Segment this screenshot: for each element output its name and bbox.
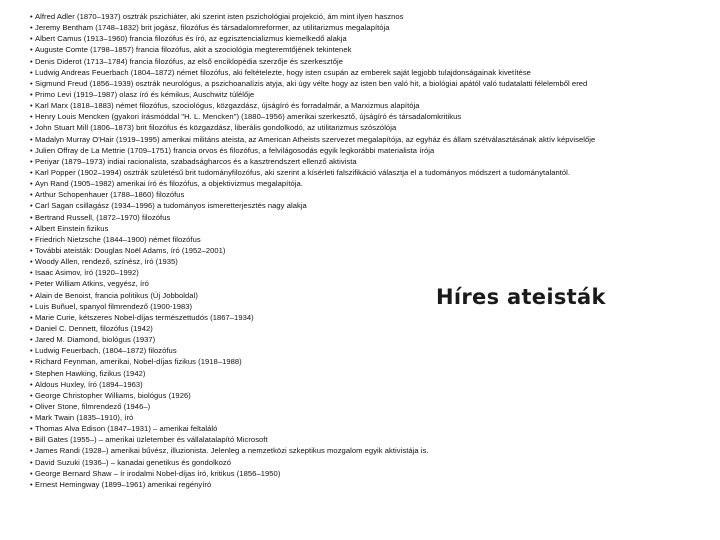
list-item-text: Ludwig Feuerbach, (1804–1872) filozófus [35,346,177,356]
list-item-text: Ludwig Andreas Feuerbach (1804–1872) német filozófus, aki feltételezte, hogy isten csupán az emberek saját legjobb tulajdonságainak kivetítése [35,67,531,77]
list-item-text: James Randi (1928–) amerikai bűvész, illuzionista. Jelenleg a nemzetközi szkeptikus mozgalom egyik aktivistája is. [35,446,429,456]
list-item-text: Bertrand Russell, (1872–1970) filozófus [35,212,171,222]
list-item [30,234,710,245]
list-item-text: Mark Twain (1835–1910), író [35,413,134,423]
list-item-text: Jeremy Bentham (1748–1832) brit jogász, filozófus és társadalomreformer, az utilitarizmus megalapítója [35,23,390,33]
bullet-icon: • [30,145,33,155]
bullet-icon: • [30,34,33,44]
list-item [30,178,710,189]
list-item [30,301,710,312]
list-item-text: George Christopher Williams, biológus (1926) [35,390,191,400]
list-item [30,122,710,133]
bullet-icon: • [30,134,33,144]
list-item [30,156,710,167]
bullet-icon: • [30,234,33,244]
list-item [30,278,710,289]
list-item-text: Daniel C. Dennett, filozófus (1942) [35,323,153,333]
list-item [30,368,710,379]
list-item [30,189,710,200]
list-item-text: Stephen Hawking, fizikus (1942) [35,368,146,378]
list-item-text: Karl Marx (1818–1883) német filozófus, szociológus, közgazdász, újságíró és forradalmár, a Marxizmus alapítója [35,101,420,111]
bullet-icon: • [30,223,33,233]
list-item-text: Sigmund Freud (1856–1939) osztrák neurológus, a pszichoanalízis atyja, aki úgy vélte hogy az isten ben való hit, a biológiai apától való tudatalatti félelemből ered [35,78,588,88]
bullet-icon: • [30,89,33,99]
list-item [30,356,710,367]
list-item-text: George Bernard Shaw – ír irodalmi Nobel-díjas író, kritikus (1856–1950) [35,468,281,478]
list-item-text: Albert Einstein fizikus [35,223,109,233]
bullet-icon: • [30,67,33,77]
list-item-text: Henry Louis Mencken (gyakori írásmóddal "H. L. Mencken") (1880–1956) amerikai szerkesztő, újságíró és társadalomkritikus [35,112,462,122]
bullet-icon: • [30,446,33,456]
list-item [30,223,710,234]
list-item-text: Thomas Alva Edison (1847–1931) – amerikai feltaláló [35,424,218,434]
bullet-icon: • [30,379,33,389]
list-item-text: Woody Allen, rendező, színész, író (1935) [35,257,178,267]
bullet-icon: • [30,424,33,434]
list-item [30,11,710,22]
list-item-text: John Stuart Mill (1806–1873) brit filozófus és közgazdász, liberális gondolkodó, az utilitarizmus szószólója [35,123,397,133]
list-item [30,401,710,412]
slide-title: Híres ateisták [436,285,606,309]
bullet-icon: • [30,268,33,278]
list-item-text: Isaac Asimov, író (1920–1992) [35,268,139,278]
list-item-text: Luis Buñuel, spanyol filmrendező (1900-1983) [35,301,193,311]
list-item-text: Primo Levi (1919–1987) olasz író és kémikus, Auschwitz túlélője [35,89,255,99]
bullet-icon: • [30,112,33,122]
list-item-text: Oliver Stone, filmrendező (1946–) [35,401,151,411]
bullet-icon: • [30,101,33,111]
bullet-icon: • [30,279,33,289]
list-item [30,345,710,356]
list-item-text: Denis Diderot (1713–1784) francia filozófus, az első enciklopédia szerzője és szerkesztője [35,56,343,66]
bullet-icon: • [30,257,33,267]
list-item-text: Madalyn Murray O'Hair (1919–1995) amerikai militáns ateista, az American Atheists szervezet megalapítója, az egyház és állam szétválasztásának aktív képviselője [35,134,596,144]
list-item [30,67,710,78]
list-item-text: Aldous Huxley, író (1894–1963) [35,379,143,389]
list-item-text: Ayn Rand (1905–1982) amerikai író és filozófus, a objektivizmus megalapítója. [35,179,303,189]
list-item [30,334,710,345]
list-item [30,390,710,401]
list-item-text: Auguste Comte (1798–1857) francia filozófus, akit a szociológia megteremtőjének tekintenek [35,45,352,55]
list-item [30,479,710,490]
list-item-text: Peter William Atkins, vegyész, író [35,279,149,289]
bullet-icon: • [30,401,33,411]
bullet-icon: • [30,368,33,378]
list-item [30,290,710,301]
list-item-text: Alain de Benoist, francia politikus (Új Jobboldal) [35,290,198,300]
bullet-icon: • [30,323,33,333]
list-item [30,256,710,267]
list-item [30,445,710,456]
list-item-text: Alfred Adler (1870–1937) osztrák pszichiáter, aki szerint isten pszichológiai projekció, ám mint ilyen hasznos [35,12,404,21]
bullet-icon: • [30,245,33,255]
list-item-text: Periyar (1879–1973) indiai racionalista, szabadságharcos és a kasztrendszert ellenző aktivista [35,156,357,166]
list-item [30,134,710,145]
list-item-text: Marie Curie, kétszeres Nobel-díjas természettudós (1867–1934) [35,312,254,322]
list-item-text: David Suzuki (1936–) – kanadai genetikus és gondolkozó [35,457,232,467]
list-item [30,100,710,111]
list-item [30,212,710,223]
bullet-icon: • [30,479,33,489]
list-item-text: Arthur Schopenhauer (1788–1860) filozófus [35,190,185,200]
list-item [30,468,710,479]
bullet-icon: • [30,357,33,367]
bullet-icon: • [30,201,33,211]
list-item [30,145,710,156]
bullet-icon: • [30,413,33,423]
bullet-icon: • [30,346,33,356]
list-item [30,412,710,423]
list-item [30,89,710,100]
list-item [30,423,710,434]
list-item [30,44,710,55]
bullet-icon: • [30,45,33,55]
bullet-icon: • [30,12,33,21]
list-item-text: Friedrich Nietzsche (1844–1900) német filozófus [35,234,201,244]
list-item [30,434,710,445]
list-item [30,78,710,89]
list-item-text: További ateisták: Douglas Noël Adams, író (1952–2001) [35,245,226,255]
bullet-icon: • [30,78,33,88]
list-item-text: Karl Popper (1902–1994) osztrák születésű brit tudományfilozófus, aki szerint a kísérleti falszifikáció választja el a tudományos módszert a tudománytalantól. [35,167,571,177]
list-item-text: Ernest Hemingway (1899–1961) amerikai regényíró [35,479,212,489]
list-item [30,312,710,323]
list-item [30,379,710,390]
bullet-icon: • [30,390,33,400]
list-item-text: Jared M. Diamond, biológus (1937) [35,335,156,345]
list-item [30,200,710,211]
bullet-icon: • [30,123,33,133]
bullet-icon: • [30,190,33,200]
bullet-icon: • [30,167,33,177]
list-item-text: Julien Offray de La Mettrie (1709–1751) francia orvos és filozófus, a felvilágosodás egyik legkorábbi materialista írója [35,145,435,155]
list-item [30,323,710,334]
bullet-icon: • [30,457,33,467]
list-item [30,167,710,178]
bullet-icon: • [30,301,33,311]
bullet-icon: • [30,468,33,478]
list-item-text: Carl Sagan csillagász (1934–1996) a tudományos ismeretterjesztés nagy alakja [35,201,307,211]
bullet-icon: • [30,212,33,222]
bullet-icon: • [30,312,33,322]
list-item-text: Bill Gates (1955–) – amerikai üzletember és vállalatalapító Microsoft [35,435,268,445]
list-item [30,267,710,278]
atheist-list [30,11,710,490]
list-item-text: Richard Feynman, amerikai, Nobel-díjas fizikus (1918–1988) [35,357,242,367]
list-item [30,22,710,33]
bullet-icon: • [30,435,33,445]
list-item [30,111,710,122]
bullet-icon: • [30,156,33,166]
list-item [30,56,710,67]
list-item [30,245,710,256]
list-item [30,33,710,44]
list-item-text: Albert Camus (1913–1960) francia filozófus és író, az egzisztencializmus kiemelkedő alakja [35,34,347,44]
bullet-icon: • [30,335,33,345]
bullet-icon: • [30,23,33,33]
bullet-icon: • [30,179,33,189]
bullet-icon: • [30,290,33,300]
list-item [30,457,710,468]
bullet-icon: • [30,56,33,66]
